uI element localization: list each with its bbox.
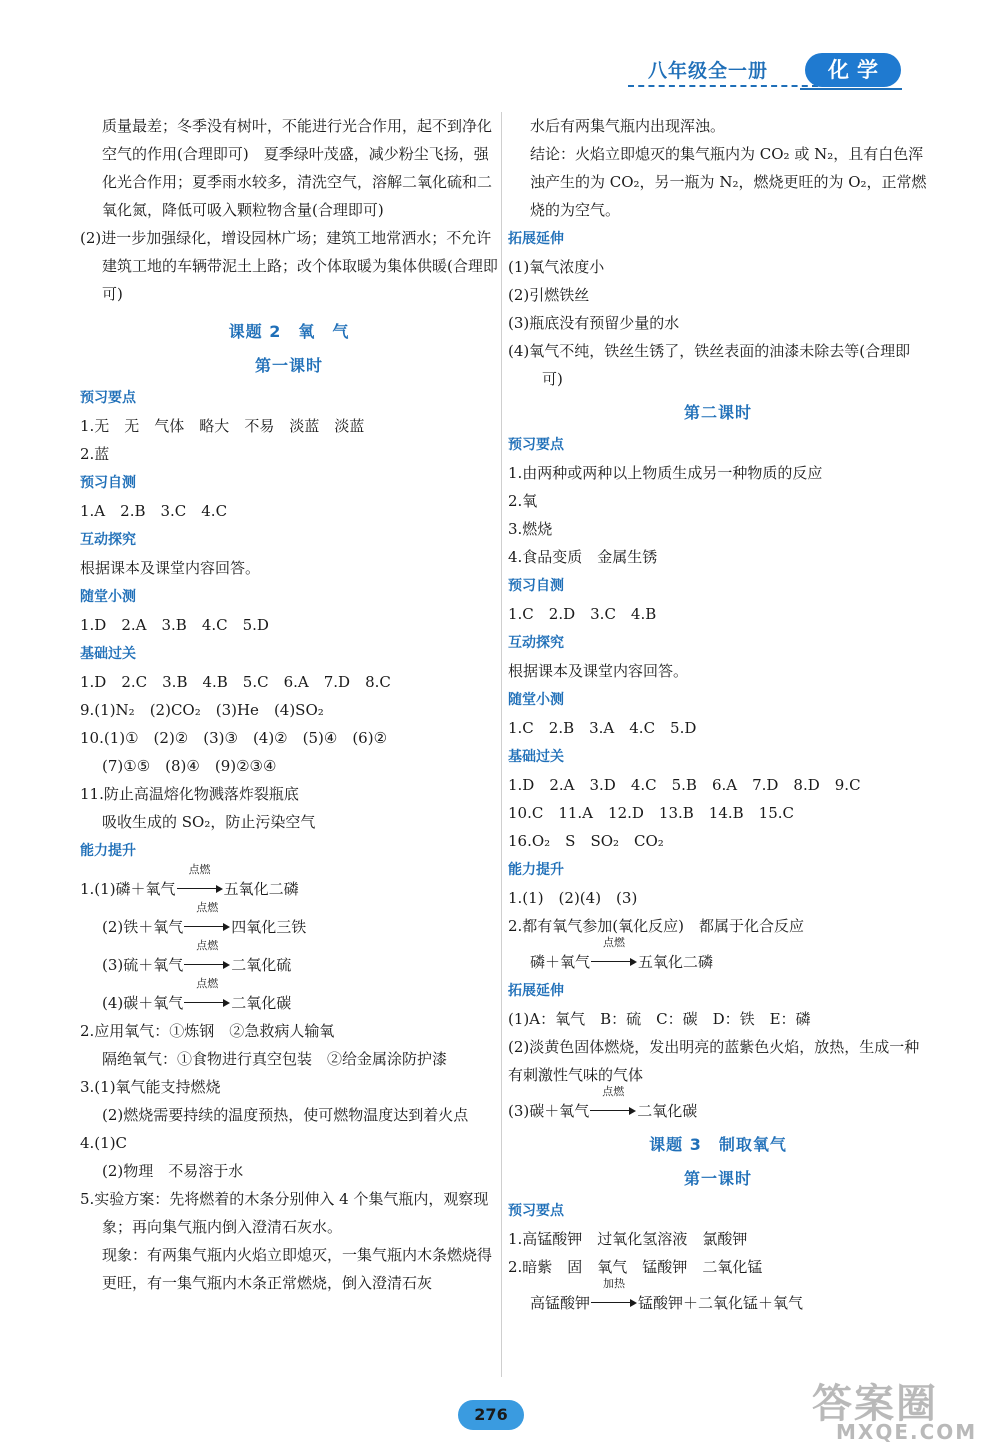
equation: (4)碳＋氧气 点燃 二氧化碳 (102, 977, 292, 1012)
answer-line: 10.C 11.A 12.D 13.B 14.B 15.C (508, 804, 794, 822)
section-heading: 预习要点 (80, 390, 136, 406)
right-column (508, 112, 928, 1317)
answer-line: 16.O₂ S SO₂ CO₂ (508, 832, 664, 850)
answer-line: (2)引燃铁丝 (508, 286, 590, 304)
lesson-subtitle: 第二课时 (683, 403, 752, 422)
answer-line: 10.(1)① (2)② (3)③ (4)② (5)④ (6)② (80, 729, 388, 747)
answer-line: 2.都有氧气参加(氧化反应) 都属于化合反应 (508, 917, 805, 935)
section-heading: 预习要点 (508, 1203, 564, 1219)
header-underline (800, 88, 902, 90)
answer-line: 4.(1)C (80, 1134, 128, 1152)
equation: 磷＋氧气 点燃 五氧化二磷 (530, 936, 714, 971)
equation: 1.(1)磷＋氧气 点燃 五氧化二磷 (80, 863, 299, 898)
answer-line: 1.C 2.B 3.A 4.C 5.D (508, 719, 697, 737)
answer-line: 2.氧 (508, 492, 538, 510)
answer-line: 根据课本及课堂内容回答。 (80, 559, 261, 577)
answer-line: 1.D 2.A 3.B 4.C 5.D (80, 616, 269, 634)
answer-line: 2.蓝 (80, 445, 110, 463)
answer-line: 1.高锰酸钾 过氧化氢溶液 氯酸钾 (508, 1230, 748, 1248)
section-heading: 互动探究 (80, 532, 136, 548)
answer-line: (4)氧气不纯，铁丝生锈了，铁丝表面的油漆未除去等(合理即可) (508, 342, 911, 388)
section-heading: 拓展延伸 (508, 231, 564, 247)
header-dashed-underline (628, 85, 818, 87)
section-heading: 互动探究 (508, 635, 564, 651)
answer-line: 吸收生成的 SO₂，防止污染空气 (102, 813, 316, 831)
equation: (3)碳＋氧气 点燃 二氧化碳 (508, 1085, 698, 1120)
section-heading: 基础过关 (508, 749, 564, 765)
section-heading: 预习要点 (508, 437, 564, 453)
reaction-arrow: 点燃 (184, 916, 230, 932)
column-divider (501, 112, 502, 1377)
reaction-arrow: 加热 (591, 1292, 637, 1308)
answer-line: 9.(1)N₂ (2)CO₂ (3)He (4)SO₂ (80, 701, 324, 719)
answer-line: 3.(1)氧气能支持燃烧 (80, 1078, 221, 1096)
answer-line: 1.D 2.A 3.D 4.C 5.B 6.A 7.D 8.D 9.C (508, 776, 861, 794)
section-heading: 随堂小测 (80, 589, 136, 605)
answer-line: (2)淡黄色固体燃烧，发出明亮的蓝紫色火焰，放热，生成一种有刺激性气味的气体 (508, 1038, 920, 1084)
answer-line: (3)瓶底没有预留少量的水 (508, 314, 680, 332)
equation: 高锰酸钾 加热 锰酸钾＋二氧化锰＋氧气 (530, 1277, 804, 1312)
answer-line: 隔绝氧气：①食物进行真空包装 ②给金属涂防护漆 (102, 1050, 448, 1068)
header-grade: 八年级全一册 (648, 60, 769, 82)
answer-line: 1.无 无 气体 略大 不易 淡蓝 淡蓝 (80, 417, 365, 435)
lesson-title: 课题 3 制取氧气 (649, 1135, 787, 1154)
section-heading: 随堂小测 (508, 692, 564, 708)
section-heading: 基础过关 (80, 646, 136, 662)
answer-line: (1)氧气浓度小 (508, 258, 605, 276)
lesson-title: 课题 2 氧 气 (228, 322, 350, 341)
section-heading: 能力提升 (80, 843, 136, 859)
equation: (3)硫＋氧气 点燃 二氧化硫 (102, 939, 292, 974)
section-heading: 能力提升 (508, 862, 564, 878)
page-number: 276 (474, 1405, 508, 1424)
answer-line: (2)物理 不易溶于水 (102, 1162, 244, 1180)
answer-line: (7)①⑤ (8)④ (9)②③④ (102, 757, 277, 775)
answer-line: 1.D 2.C 3.B 4.B 5.C 6.A 7.D 8.C (80, 673, 391, 691)
reaction-arrow: 点燃 (590, 1100, 636, 1116)
answer-text: 水后有两集气瓶内出现浑浊。 (530, 117, 726, 135)
answer-line: 1.C 2.D 3.C 4.B (508, 605, 657, 623)
reaction-arrow: 点燃 (184, 954, 230, 970)
answer-line: 4.食品变质 金属生锈 (508, 548, 658, 566)
left-column (80, 112, 498, 1297)
answer-line: 1.A 2.B 3.C 4.C (80, 502, 228, 520)
answer-line: 11.防止高温熔化物溅落炸裂瓶底 (80, 785, 299, 803)
answer-line: (2)燃烧需要持续的温度预热，使可燃物温度达到着火点 (102, 1106, 469, 1124)
answer-line: 现象：有两集气瓶内火焰立即熄灭，一集气瓶内木条燃烧得更旺，有一集气瓶内木条正常燃烧，倒入澄清石灰 (102, 1246, 493, 1292)
answer-line: 3.燃烧 (508, 520, 553, 538)
answer-line: 2.暗紫 固 氧气 锰酸钾 二氧化锰 (508, 1258, 763, 1276)
reaction-arrow: 点燃 (591, 951, 637, 967)
answer-line: 根据课本及课堂内容回答。 (508, 662, 689, 680)
lesson-subtitle: 第一课时 (683, 1169, 752, 1188)
answer-line: (1)A：氧气 B：硫 C：碳 D：铁 E：磷 (508, 1010, 811, 1028)
section-heading: 预习自测 (508, 578, 564, 594)
lesson-subtitle: 第一课时 (254, 356, 323, 375)
answer-text: (2)进一步加强绿化，增设园林广场；建筑工地常洒水；不允许建筑工地的车辆带泥土上路；改个体取暖为集体供暖(合理即可) (80, 229, 498, 303)
answer-text: 质量最差；冬季没有树叶，不能进行光合作用，起不到净化空气的作用(合理即可) 夏季绿叶茂盛，减少粉尘飞扬，强化光合作用；夏季雨水较多，清洗空气，溶解二氧化硫和二氧化氮，降低可吸入颗粒物含量(合理即可) (102, 117, 493, 219)
answer-line: 5.实验方案：先将燃着的木条分别伸入 4 个集气瓶内，观察现象；再向集气瓶内倒入澄清石灰水。 (80, 1190, 489, 1236)
section-heading: 预习自测 (80, 475, 136, 491)
reaction-arrow: 点燃 (184, 992, 230, 1008)
watermark-logo: 答案圈 MXQE.COM (812, 1381, 978, 1444)
answer-line: 1.(1) (2)(4) (3) (508, 889, 638, 907)
answer-text: 结论：火焰立即熄灭的集气瓶内为 CO₂ 或 N₂，且有白色浑浊产生的为 CO₂，另一瓶为 N₂，燃烧更旺的为 O₂，正常燃烧的为空气。 (530, 145, 927, 219)
reaction-arrow: 点燃 (177, 878, 223, 894)
equation: (2)铁＋氧气 点燃 四氧化三铁 (102, 901, 307, 936)
answer-line: 1.由两种或两种以上物质生成另一种物质的反应 (508, 464, 823, 482)
section-heading: 拓展延伸 (508, 983, 564, 999)
answer-line: 2.应用氧气：①炼钢 ②急救病人输氧 (80, 1022, 335, 1040)
header-subject-badge: 化学 (805, 53, 901, 87)
